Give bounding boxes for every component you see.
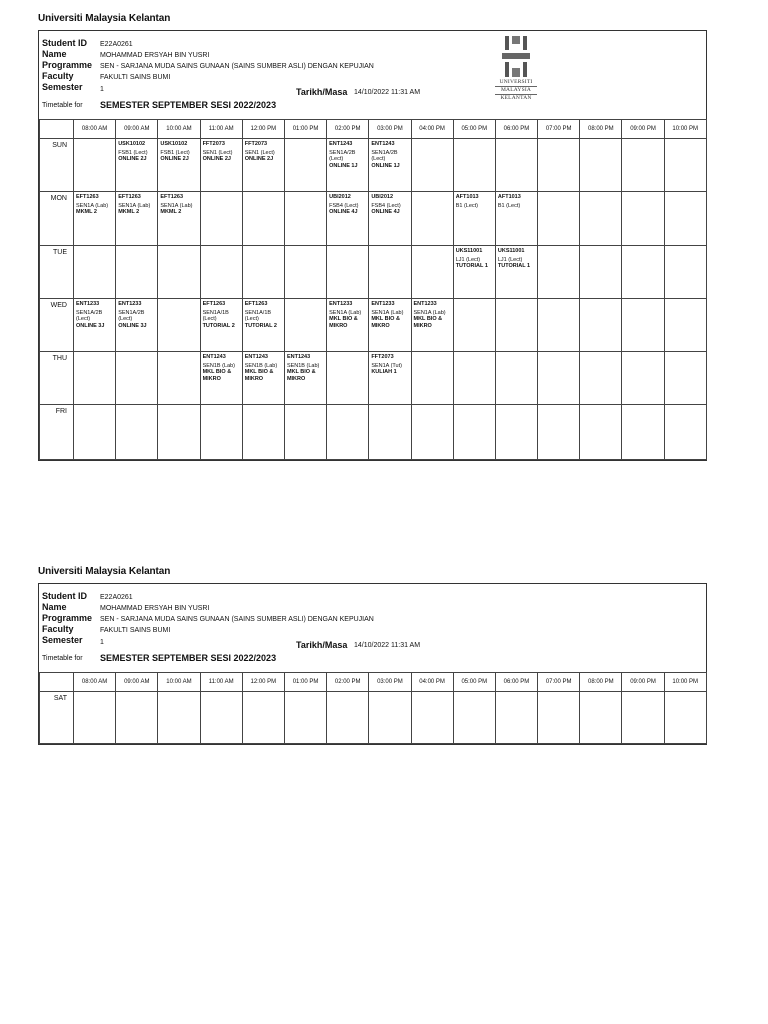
faculty-value: FAKULTI SAINS BUMI: [100, 627, 171, 634]
empty-slot: [369, 246, 411, 299]
time-header: 09:00 PM: [622, 673, 664, 692]
class-group: SEN1A (Tut): [371, 362, 402, 369]
empty-slot: [538, 139, 580, 192]
empty-slot: [284, 139, 326, 192]
umk-logo-icon: [502, 35, 530, 79]
semester-value: 1: [100, 639, 104, 646]
day-label: MON: [40, 192, 74, 246]
class-slot: [158, 192, 200, 246]
time-header: 10:00 AM: [158, 673, 200, 692]
umk-logo: [495, 35, 537, 111]
class-group: LJ1 (Lect): [497, 256, 523, 263]
empty-slot: [116, 692, 158, 744]
empty-slot: [411, 405, 453, 460]
programme-value: SEN - SARJANA MUDA SAINS GUNAAN (SAINS SUMBER ASLI) DENGAN KEPUJIAN: [100, 616, 374, 623]
logo-text-line-1: UNIVERSITI: [499, 79, 533, 85]
tarikh-masa-value: 14/10/2022 11:31 AM: [354, 89, 421, 96]
empty-slot: [495, 139, 537, 192]
empty-slot: [622, 352, 664, 405]
empty-slot: [327, 352, 369, 405]
class-group: SEN1A (Lab): [76, 202, 109, 209]
semester-value: 1: [100, 86, 104, 93]
empty-slot: [200, 692, 242, 744]
class-group: SEN1A (Lab): [371, 309, 404, 316]
class-location: TUTORIAL 1: [497, 263, 531, 269]
time-header: 07:00 PM: [538, 673, 580, 692]
empty-slot: [200, 246, 242, 299]
empty-slot: [411, 352, 453, 405]
timetable-for-label: Timetable for: [42, 102, 83, 109]
tarikh-masa-label: Tarikh/Masa: [296, 640, 348, 650]
class-group: SEN1B (Lab): [286, 362, 320, 369]
faculty-value: FAKULTI SAINS BUMI: [100, 74, 171, 81]
class-slot: [495, 192, 537, 246]
day-row-wed: [40, 299, 707, 352]
empty-slot: [74, 246, 116, 299]
time-header: 04:00 PM: [411, 673, 453, 692]
class-slot: [453, 246, 495, 299]
programme-label: Programme: [42, 60, 93, 70]
empty-slot: [327, 246, 369, 299]
class-location: TUTORIAL 2: [244, 322, 277, 329]
day-row-sat: [40, 692, 707, 744]
day-row-sun: [40, 139, 707, 192]
class-slot: [495, 246, 537, 299]
time-header: 02:00 PM: [327, 673, 369, 692]
empty-slot: [453, 692, 495, 744]
name-label: Name: [42, 602, 67, 612]
time-header: 05:00 PM: [453, 120, 495, 139]
class-group: B1 (Lect): [455, 202, 479, 209]
empty-slot: [284, 405, 326, 460]
empty-slot: [411, 192, 453, 246]
empty-slot: [622, 299, 664, 352]
timetable-box-1: [38, 30, 707, 461]
course-code: ENT1243: [329, 141, 353, 147]
day-row-tue: [40, 246, 707, 299]
timetable-box-2: [38, 583, 707, 745]
time-header: 01:00 PM: [284, 120, 326, 139]
day-row-fri: [40, 405, 707, 460]
class-group: FSB4 (Lect): [371, 202, 401, 209]
class-location: MKML 2: [160, 209, 182, 215]
class-location: MKL BIO & MIKRO: [371, 316, 400, 329]
class-slot: [158, 139, 200, 192]
class-location: ONLINE 2J: [118, 156, 147, 162]
time-header-row: [40, 120, 707, 139]
empty-slot: [74, 692, 116, 744]
class-slot: [327, 299, 369, 352]
class-slot: [369, 299, 411, 352]
class-group: SEN1B (Lab): [244, 362, 278, 369]
course-code: EFT1263: [244, 301, 268, 307]
class-group: SEN1A (Lab): [118, 202, 151, 209]
time-header: 11:00 AM: [200, 673, 242, 692]
class-group: FSB4 (Lect): [329, 202, 359, 209]
empty-slot: [158, 299, 200, 352]
empty-slot: [158, 692, 200, 744]
empty-slot: [538, 192, 580, 246]
timetable-semester: SEMESTER SEPTEMBER SESI 2022/2023: [100, 100, 277, 110]
course-code: FFT2073: [244, 141, 268, 147]
name-value: MOHAMMAD ERSYAH BIN YUSRI: [100, 605, 210, 612]
class-group: SEN1 (Lect): [244, 149, 275, 156]
course-code: ENT1233: [118, 301, 142, 307]
class-slot: [200, 139, 242, 192]
time-header: 11:00 AM: [200, 120, 242, 139]
time-header: 04:00 PM: [411, 120, 453, 139]
empty-slot: [284, 192, 326, 246]
course-code: ENT1243: [286, 354, 311, 360]
empty-slot: [580, 139, 622, 192]
class-slot: [200, 352, 242, 405]
empty-slot: [622, 405, 664, 460]
timetable-semester: SEMESTER SEPTEMBER SESI 2022/2023: [100, 653, 277, 663]
empty-slot: [580, 352, 622, 405]
day-label: FRI: [40, 405, 74, 460]
semester-label: Semester: [42, 635, 83, 645]
course-code: ENT1243: [371, 141, 395, 147]
class-location: ONLINE 3J: [118, 322, 147, 329]
empty-slot: [664, 246, 706, 299]
empty-slot: [580, 692, 622, 744]
day-row-thu: [40, 352, 707, 405]
class-group: SEN1A/2B (Lect): [76, 309, 103, 322]
empty-slot: [622, 139, 664, 192]
header-corner: [40, 673, 74, 692]
time-header: 10:00 PM: [664, 673, 706, 692]
class-group: SEN1A (Lab): [413, 309, 446, 316]
name-label: Name: [42, 49, 67, 59]
class-group: SEN1 (Lect): [202, 149, 233, 156]
empty-slot: [495, 352, 537, 405]
class-slot: [242, 139, 284, 192]
empty-slot: [74, 405, 116, 460]
class-slot: [116, 299, 158, 352]
class-location: ONLINE 2J: [202, 156, 231, 162]
time-header: 03:00 PM: [369, 673, 411, 692]
class-slot: [369, 139, 411, 192]
empty-slot: [327, 692, 369, 744]
empty-slot: [411, 692, 453, 744]
day-label: WED: [40, 299, 74, 352]
class-location: MKL BIO & MIKRO: [329, 316, 358, 329]
time-header: 07:00 PM: [538, 120, 580, 139]
class-group: FSB1 (Lect): [118, 149, 148, 156]
class-location: MKL BIO & MIKRO: [244, 369, 274, 382]
class-location: ONLINE 1J: [329, 162, 358, 169]
class-location: MKML 2: [118, 209, 140, 215]
class-group: SEN1A/2B (Lect): [329, 149, 356, 162]
class-slot: [453, 192, 495, 246]
empty-slot: [622, 692, 664, 744]
empty-slot: [116, 246, 158, 299]
course-code: FFT2073: [371, 354, 394, 360]
empty-slot: [327, 405, 369, 460]
class-location: TUTORIAL 2: [202, 322, 235, 329]
class-location: ONLINE 4J: [329, 209, 358, 215]
empty-slot: [453, 405, 495, 460]
course-code: AFT1013: [497, 194, 521, 200]
empty-slot: [369, 405, 411, 460]
course-code: ENT1243: [244, 354, 268, 360]
course-code: ENT1233: [413, 301, 437, 307]
empty-slot: [158, 246, 200, 299]
time-header: 12:00 PM: [242, 120, 284, 139]
time-header: 08:00 PM: [580, 673, 622, 692]
time-header: 02:00 PM: [327, 120, 369, 139]
class-location: MKL BIO & MIKRO: [413, 316, 443, 329]
empty-slot: [74, 139, 116, 192]
course-code: ENT1233: [329, 301, 353, 307]
timetable-grid: [39, 672, 707, 744]
empty-slot: [664, 192, 706, 246]
empty-slot: [580, 246, 622, 299]
empty-slot: [538, 405, 580, 460]
tarikh-masa-label: Tarikh/Masa: [296, 87, 348, 97]
course-code: EFT1263: [160, 194, 183, 200]
name-value: MOHAMMAD ERSYAH BIN YUSRI: [100, 52, 210, 59]
student-info-header: [39, 31, 706, 119]
class-slot: [116, 139, 158, 192]
time-header: 06:00 PM: [495, 120, 537, 139]
class-location: ONLINE 2J: [244, 156, 274, 162]
timetable-grid: [39, 119, 707, 460]
empty-slot: [411, 139, 453, 192]
class-slot: [327, 139, 369, 192]
class-group: SEN1A/2B (Lect): [118, 309, 145, 322]
class-group: SEN1B (Lab): [202, 362, 235, 369]
empty-slot: [116, 405, 158, 460]
time-header: 09:00 PM: [622, 120, 664, 139]
class-group: LJ1 (Lect): [455, 256, 481, 263]
programme-label: Programme: [42, 613, 93, 623]
course-code: USK10102: [118, 141, 146, 147]
empty-slot: [664, 352, 706, 405]
class-slot: [242, 352, 284, 405]
time-header: 09:00 AM: [116, 673, 158, 692]
class-location: MKML 2: [76, 209, 97, 215]
class-slot: [369, 352, 411, 405]
class-group: SEN1A/1B (Lect): [244, 309, 272, 322]
class-group: B1 (Lect): [497, 202, 521, 209]
empty-slot: [200, 405, 242, 460]
empty-slot: [158, 352, 200, 405]
empty-slot: [538, 246, 580, 299]
empty-slot: [242, 246, 284, 299]
day-label: SAT: [40, 692, 74, 744]
time-header: 03:00 PM: [369, 120, 411, 139]
empty-slot: [622, 192, 664, 246]
empty-slot: [284, 246, 326, 299]
empty-slot: [664, 692, 706, 744]
empty-slot: [411, 246, 453, 299]
class-location: ONLINE 3J: [76, 322, 105, 329]
course-code: EFT1263: [76, 194, 99, 200]
empty-slot: [664, 405, 706, 460]
class-slot: [74, 192, 116, 246]
time-header: 12:00 PM: [242, 673, 284, 692]
empty-slot: [284, 692, 326, 744]
class-slot: [116, 192, 158, 246]
class-location: ONLINE 1J: [371, 162, 400, 169]
empty-slot: [495, 692, 537, 744]
empty-slot: [664, 139, 706, 192]
class-location: ONLINE 4J: [371, 209, 400, 215]
student-id-label: Student ID: [42, 591, 87, 601]
empty-slot: [453, 352, 495, 405]
faculty-label: Faculty: [42, 624, 74, 634]
empty-slot: [200, 192, 242, 246]
class-slot: [284, 352, 326, 405]
tarikh-masa-value: 14/10/2022 11:31 AM: [354, 642, 421, 649]
logo-text-line-3: KELANTAN: [495, 94, 537, 102]
course-code: EFT1263: [118, 194, 141, 200]
class-slot: [242, 299, 284, 352]
semester-label: Semester: [42, 82, 83, 92]
day-row-mon: [40, 192, 707, 246]
class-group: FSB1 (Lect): [160, 149, 190, 156]
course-code: AFT1013: [455, 194, 479, 200]
header-corner: [40, 120, 74, 139]
empty-slot: [158, 405, 200, 460]
course-code: UBI2012: [371, 194, 394, 200]
empty-slot: [495, 299, 537, 352]
class-slot: [200, 299, 242, 352]
empty-slot: [580, 405, 622, 460]
class-slot: [369, 192, 411, 246]
day-label: THU: [40, 352, 74, 405]
student-id-value: E22A0261: [100, 41, 133, 48]
course-code: ENT1243: [202, 354, 226, 360]
course-code: UBI2012: [329, 194, 351, 200]
class-group: SEN1A/2B (Lect): [371, 149, 398, 162]
empty-slot: [284, 299, 326, 352]
course-code: USK10102: [160, 141, 188, 147]
course-code: EFT1263: [202, 301, 226, 307]
empty-slot: [538, 692, 580, 744]
time-header: 10:00 AM: [158, 120, 200, 139]
logo-text-line-2: MALAYSIA: [495, 86, 537, 94]
time-header: 08:00 AM: [74, 120, 116, 139]
class-slot: [327, 192, 369, 246]
course-code: ENT1233: [76, 301, 100, 307]
empty-slot: [74, 352, 116, 405]
programme-value: SEN - SARJANA MUDA SAINS GUNAAN (SAINS SUMBER ASLI) DENGAN KEPUJIAN: [100, 63, 374, 70]
course-code: UKS11001: [455, 248, 483, 254]
class-location: ONLINE 2J: [160, 156, 189, 162]
time-header-row: [40, 673, 707, 692]
time-header: 10:00 PM: [664, 120, 706, 139]
course-code: UKS11001: [497, 248, 525, 254]
time-header: 06:00 PM: [495, 673, 537, 692]
day-label: SUN: [40, 139, 74, 192]
time-header: 08:00 AM: [74, 673, 116, 692]
empty-slot: [242, 192, 284, 246]
empty-slot: [622, 246, 664, 299]
university-title: Universiti Malaysia Kelantan: [38, 13, 171, 24]
course-code: FFT2073: [202, 141, 225, 147]
time-header: 05:00 PM: [453, 673, 495, 692]
class-location: KULIAH 1: [371, 369, 397, 375]
time-header: 09:00 AM: [116, 120, 158, 139]
empty-slot: [369, 692, 411, 744]
faculty-label: Faculty: [42, 71, 74, 81]
empty-slot: [664, 299, 706, 352]
course-code: ENT1233: [371, 301, 395, 307]
empty-slot: [538, 352, 580, 405]
class-location: TUTORIAL 1: [455, 263, 488, 269]
class-group: SEN1A (Lab): [160, 202, 193, 209]
class-slot: [74, 299, 116, 352]
time-header: 08:00 PM: [580, 120, 622, 139]
class-location: MKL BIO & MIKRO: [202, 369, 232, 382]
student-info-header: [39, 584, 706, 672]
empty-slot: [538, 299, 580, 352]
timetable-for-label: Timetable for: [42, 655, 83, 662]
empty-slot: [495, 405, 537, 460]
empty-slot: [242, 405, 284, 460]
class-location: MKL BIO & MIKRO: [286, 369, 316, 382]
student-id-label: Student ID: [42, 38, 87, 48]
class-slot: [411, 299, 453, 352]
class-group: SEN1A/1B (Lect): [202, 309, 229, 322]
time-header: 01:00 PM: [284, 673, 326, 692]
class-group: SEN1A (Lab): [329, 309, 362, 316]
empty-slot: [242, 692, 284, 744]
empty-slot: [453, 299, 495, 352]
empty-slot: [116, 352, 158, 405]
empty-slot: [580, 192, 622, 246]
empty-slot: [580, 299, 622, 352]
day-label: TUE: [40, 246, 74, 299]
empty-slot: [453, 139, 495, 192]
university-title: Universiti Malaysia Kelantan: [38, 566, 171, 577]
student-id-value: E22A0261: [100, 594, 133, 601]
